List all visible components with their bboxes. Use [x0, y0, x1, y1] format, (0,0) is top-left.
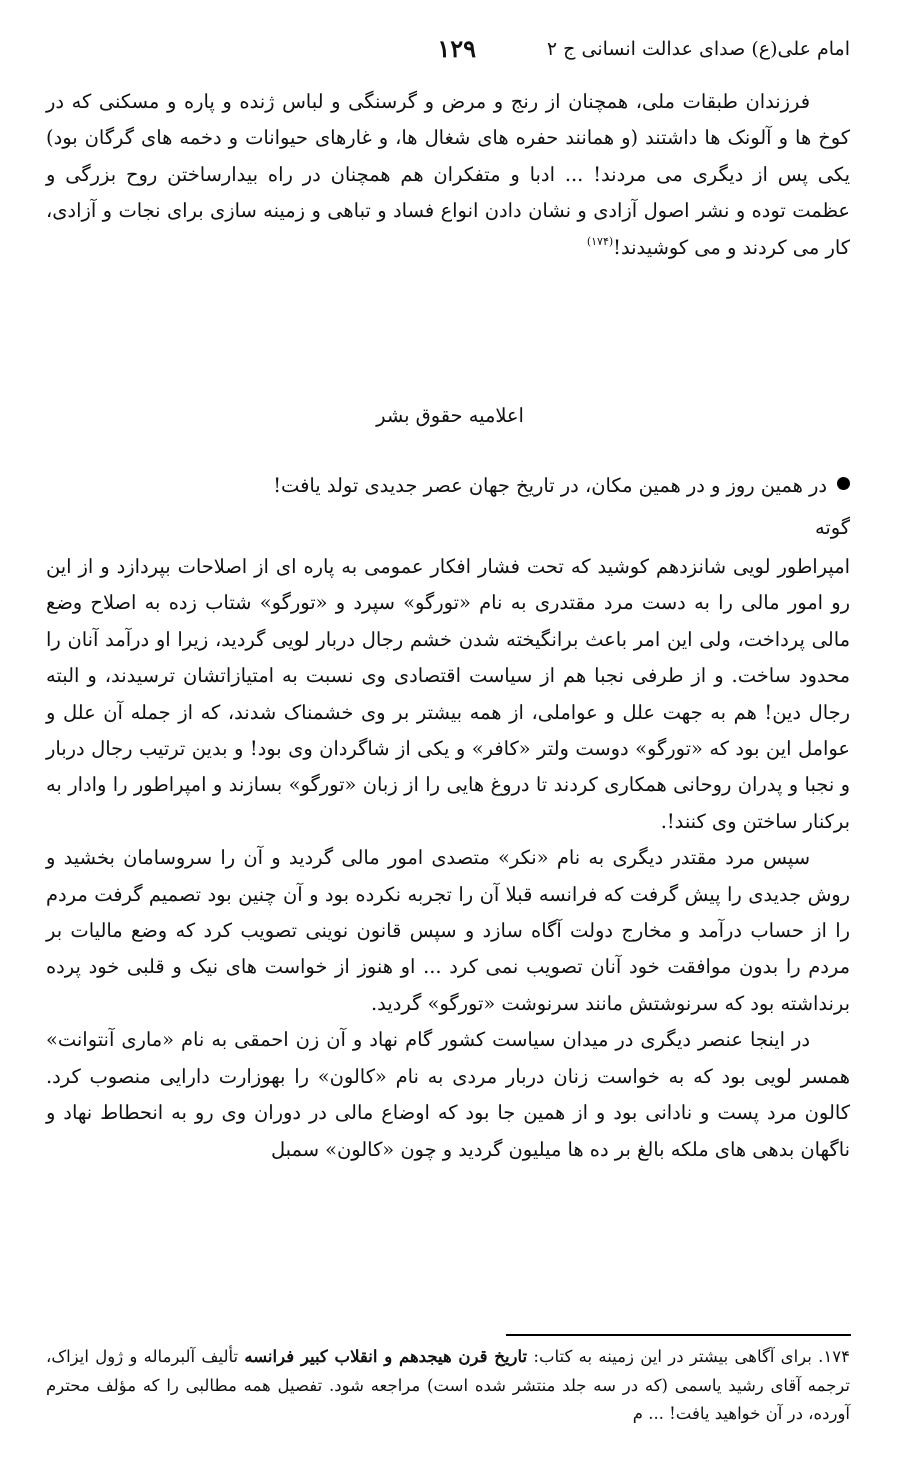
- footnote-book-title: تاریخ قرن هیجدهم و انقلاب کبیر فرانسه: [244, 1347, 528, 1366]
- bullet-icon: [837, 477, 850, 490]
- paragraph: سپس مرد مقتدر دیگری به نام «نکر» متصدی امور مالی گردید و آن را سروسامان بخشید و روش جدیدی را پیش گرفت که فرانسه قبلا آن را تجربه نکرده بود و آن چنین بود تصمیم گرفت مردم را از حساب درآمد و مخارج دولت آگاه سازد و سپس قانون نوینی تصویب کرد که وضع مالیات بر مردم را بدون موافقت خود آنان تصویب نمی کرد ... او هنوز از خواست های نیک و قلبی خود پرده برنداشته بود که سرنوشتش مانند سرنوشت «تورگو» گردید.: [46, 846, 850, 1015]
- top-text-block: [46, 84, 850, 266]
- footnote-suffix: تألیف آلبرماله و ژول ایزاک، ترجمه آقای رشید یاسمی (که در سه جلد منتشر شده است) مراجعه شود. تفصیل همه مطالبی را که مؤلف محترم آورده، در آن خواهید یافت! ... م: [46, 1347, 850, 1423]
- epigraph-attribution: گوته: [814, 516, 850, 539]
- paragraph: امپراطور لویی شانزدهم کوشید که تحت فشار افکار عمومی به پاره ای از اصلاحات بپردازد و از این رو امور مالی را به دست مرد مقتدری به نام «تورگو» سپرد و «تورگو» شتاب زده به اصلاح وضع مالی پرداخت، ولی این امر باعث برانگیخته شدن خشم رجال دربار لویی گردید، زیرا او درآمد آنان را محدود ساخت. و از طرفی نجبا هم از سیاست اقتصادی وی نسبت به امتیازاتشان ترسیدند، و البته رجال دین! هم به جهت علل و عواملی، از همه بیشتر بر وی خشمناک شدند، که از جمله آن علل و عوامل این بود که «تورگو» دوست ولتر «کافر» و یکی از شاگردان وی بود! و بدین ترتیب رجال دربار و نجبا و پدران روحانی همکاری کردند تا دروغ هایی را از زبان «تورگو» بسازند و امپراطور را وادار به برکنار ساختن وی کنند!.: [46, 555, 850, 833]
- footnote-reference: (۱۷۴): [586, 234, 614, 248]
- page-header: [50, 34, 850, 68]
- paragraph: در اینجا عنصر دیگری در میدان سیاست کشور گام نهاد و آن زن احمقی به نام «ماری آنتوانت» همسر لویی بود که به خواست زنان دربار مردی به نام «کالون» را بهوزارت دارایی منصوب کرد. کالون مرد پست و نادانی بود و از همین جا بود که اوضاع مالی در دوران وی رو به انحطاط نهاد و ناگهان بدهی های ملکه بالغ بر ده ها میلیون گردید و چون «کالون» سمبل: [46, 1028, 850, 1161]
- section-heading: اعلامیه حقوق بشر: [376, 404, 524, 427]
- epigraph-text: در همین روز و در همین مکان، در تاریخ جهان عصر جدیدی تولد یافت!: [273, 474, 827, 497]
- footnote-divider: [506, 1334, 851, 1336]
- running-title: امام علی(ع) صدای عدالت انسانی ج ۲: [546, 38, 850, 60]
- epigraph-quote: [46, 468, 850, 504]
- main-text-block: [46, 549, 850, 1168]
- paragraph-text: فرزندان طبقات ملی، همچنان از رنج و مرض و گرسنگی و لباس ژنده و پاره و مسکنی که در کوخ ها و آلونک ها داشتند (و همانند حفره های شغال ها، و غارهای حیوانات و دخمه های گرگان بود) یکی پس از دیگری می مردند! ... ادبا و متفکران هم همچنان در راه بیدارساختن روح بزرگی و عظمت توده و نشر اصول آزادی و نشان دادن انواع فساد و تباهی و زمینه سازی برای نجات و آزادی، کار می کردند و می کوشیدند!: [46, 90, 850, 259]
- paragraph: [46, 84, 850, 266]
- footnote-prefix: ۱۷۴. برای آگاهی بیشتر در این زمینه به کتاب:: [527, 1347, 850, 1366]
- page-number: ۱۲۹: [437, 34, 476, 63]
- footnote: [46, 1343, 850, 1429]
